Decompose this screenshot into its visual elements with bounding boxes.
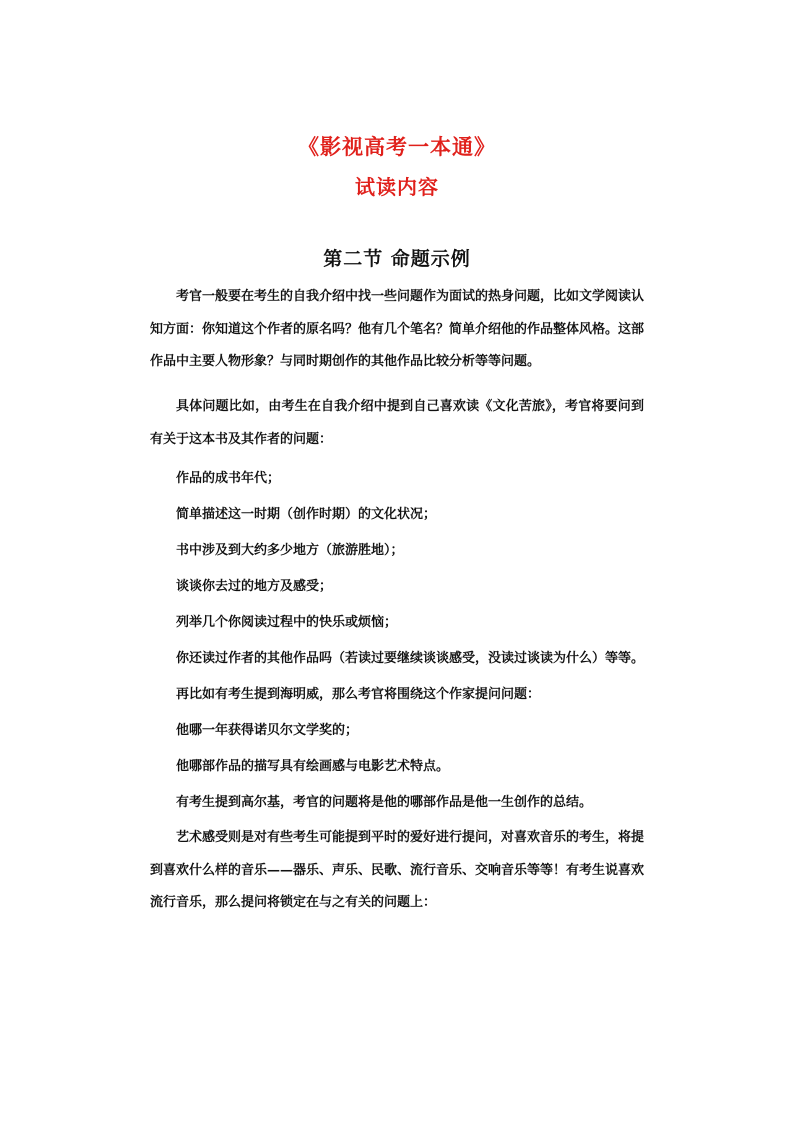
paragraph-gorky: 有考生提到高尔基，考官的问题将是他的哪部作品是他一生创作的总结。	[176, 795, 593, 810]
preview-subtitle: 试读内容	[355, 175, 439, 199]
paragraph-intro: 考官一般要在考生的自我介绍中找一些问题作为面试的热身问题，比如文学阅读认知方面：你知道这个作者的原名吗？他有几个笔名？简单介绍他的作品整体风格。这部作品中主要人物形象？与同时期创作的其他作品比较分析等等问题。	[150, 289, 645, 369]
list-item: 你还读过作者的其他作品吗（若读过要继续谈谈感受，没读过谈读为什么）等等。	[176, 651, 645, 666]
list-item: 列举几个你阅读过程中的快乐或烦恼；	[176, 615, 398, 630]
paragraph-hemingway: 再比如有考生提到海明威，那么考官将围绕这个作家提问问题：	[176, 687, 541, 702]
list-item: 他哪部作品的描写具有绘画感与电影艺术特点。	[176, 759, 450, 774]
paragraph-art-perception: 艺术感受则是对有些考生可能提到平时的爱好进行提问，对喜欢音乐的考生，将提到喜欢什么样的音乐——器乐、声乐、民歌、流行音乐、交响音乐等等！有考生说喜欢流行音乐，那么提问将锁定在与之有关的问题上：	[150, 830, 645, 910]
list-item: 谈谈你去过的地方及感受；	[176, 579, 333, 594]
section-heading: 第二节 命题示例	[323, 248, 471, 270]
list-item: 书中涉及到大约多少地方（旅游胜地）；	[176, 543, 404, 558]
book-title: 《影视高考一本通》	[298, 135, 496, 159]
paragraph-example: 具体问题比如，由考生在自我介绍中提到自己喜欢读《文化苦旅》，考官将要问到有关于这本书及其作者的问题：	[150, 399, 644, 447]
list-item: 作品的成书年代；	[176, 471, 281, 486]
list-item: 他哪一年获得诺贝尔文学奖的；	[176, 723, 359, 738]
list-item: 简单描述这一时期（创作时期）的文化状况；	[176, 507, 437, 522]
